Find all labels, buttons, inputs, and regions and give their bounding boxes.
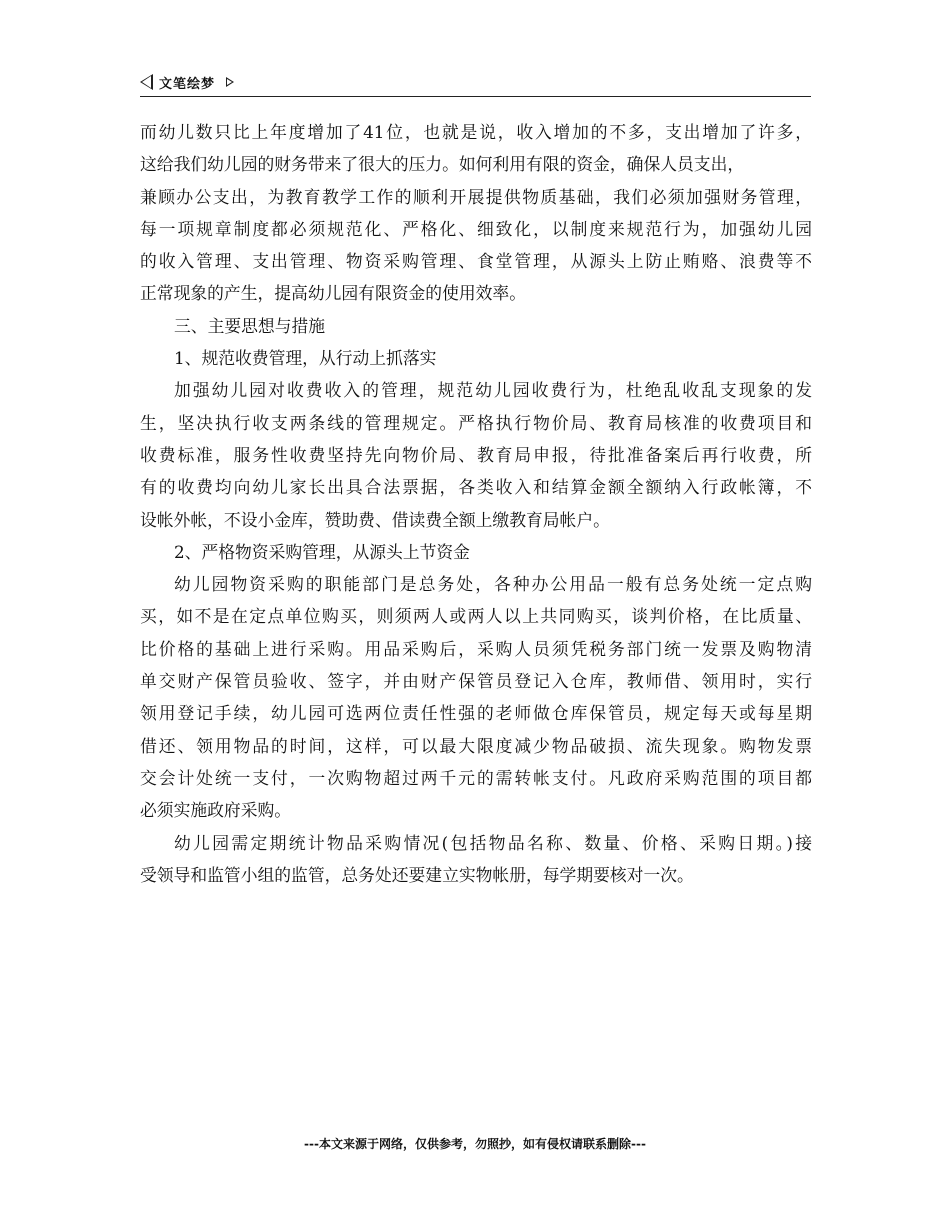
page-footer: ---本文来源于网络，仅供参考，勿照抄，如有侵权请联系删除---: [304, 1137, 646, 1151]
page-header: [140, 72, 811, 97]
text-line: 2、严格物资采购管理，从源头上节资金: [174, 541, 470, 562]
text-line: 领用登记手续，幼儿园可选两位责任性强的老师做仓库保管员，规定每天或每星期: [140, 703, 812, 724]
text-line: 单交财产保管员验收、签字，并由财产保管员登记入仓库，教师借、领用时，实行: [140, 671, 812, 692]
text-line: 兼顾办公支出，为教育教学工作的顺利开展提供物质基础，我们必须加强财务管理，: [140, 186, 812, 207]
text-line: 必须实施政府采购。: [140, 800, 292, 821]
text-line: 交会计处统一支付，一次购物超过两千元的需转帐支付。凡政府采购范围的项目都: [140, 767, 812, 788]
text-line: 幼儿园需定期统计物品采购情况(包括物品名称、数量、价格、采购日期。)接: [174, 832, 812, 853]
text-line: 借还、领用物品的时间，这样，可以最大限度减少物品破损、流失现象。购物发票: [140, 735, 812, 756]
triangle-left-icon: [140, 74, 153, 90]
text-line: 受领导和监管小组的监管，总务处还要建立实物帐册，每学期要核对一次。: [140, 864, 694, 885]
text-line: 1、规范收费管理，从行动上抓落实: [174, 348, 437, 369]
text-line: 比价格的基础上进行采购。用品采购后，采购人员须凭税务部门统一发票及购物清: [140, 638, 812, 659]
text-line: 加强幼儿园对收费收入的管理，规范幼儿园收费行为，杜绝乱收乱支现象的发: [174, 380, 812, 401]
text-line: 设帐外帐，不设小金库，赞助费、借读费全额上缴教育局帐户。: [140, 509, 610, 530]
text-line: 正常现象的产生，提高幼儿园有限资金的使用效率。: [140, 283, 526, 304]
document-body: [140, 116, 812, 891]
text-line: 三、主要思想与措施: [174, 315, 326, 336]
text-line: 收费标准，服务性收费坚持先向物价局、教育局申报，待批准备案后再行收费，所: [140, 444, 812, 465]
text-line: 幼儿园物资采购的职能部门是总务处，各种办公用品一般有总务处统一定点购: [174, 574, 812, 595]
text-line: 而幼儿数只比上年度增加了41位，也就是说，收入增加的不多，支出增加了许多，: [140, 122, 812, 142]
triangle-right-icon: [226, 77, 234, 87]
text-line: 的收入管理、支出管理、物资采购管理、食堂管理，从源头上防止贿赂、浪费等不: [140, 251, 812, 272]
text-line: 买，如不是在定点单位购买，则须两人或两人以上共同购买，谈判价格，在比质量、: [140, 606, 812, 627]
text-line: 有的收费均向幼儿家长出具合法票据，各类收入和结算金额全额纳入行政帐簿，不: [140, 477, 812, 498]
text-line: 生，坚决执行收支两条线的管理规定。严格执行物价局、教育局核准的收费项目和: [140, 412, 812, 433]
text-line: 这给我们幼儿园的财务带来了很大的压力。如何利用有限的资金，确保人员支出，: [140, 154, 745, 175]
text-line: 每一项规章制度都必须规范化、严格化、细致化，以制度来规范行为，加强幼儿园: [140, 218, 812, 239]
header-title: 文笔绘梦: [159, 77, 216, 92]
